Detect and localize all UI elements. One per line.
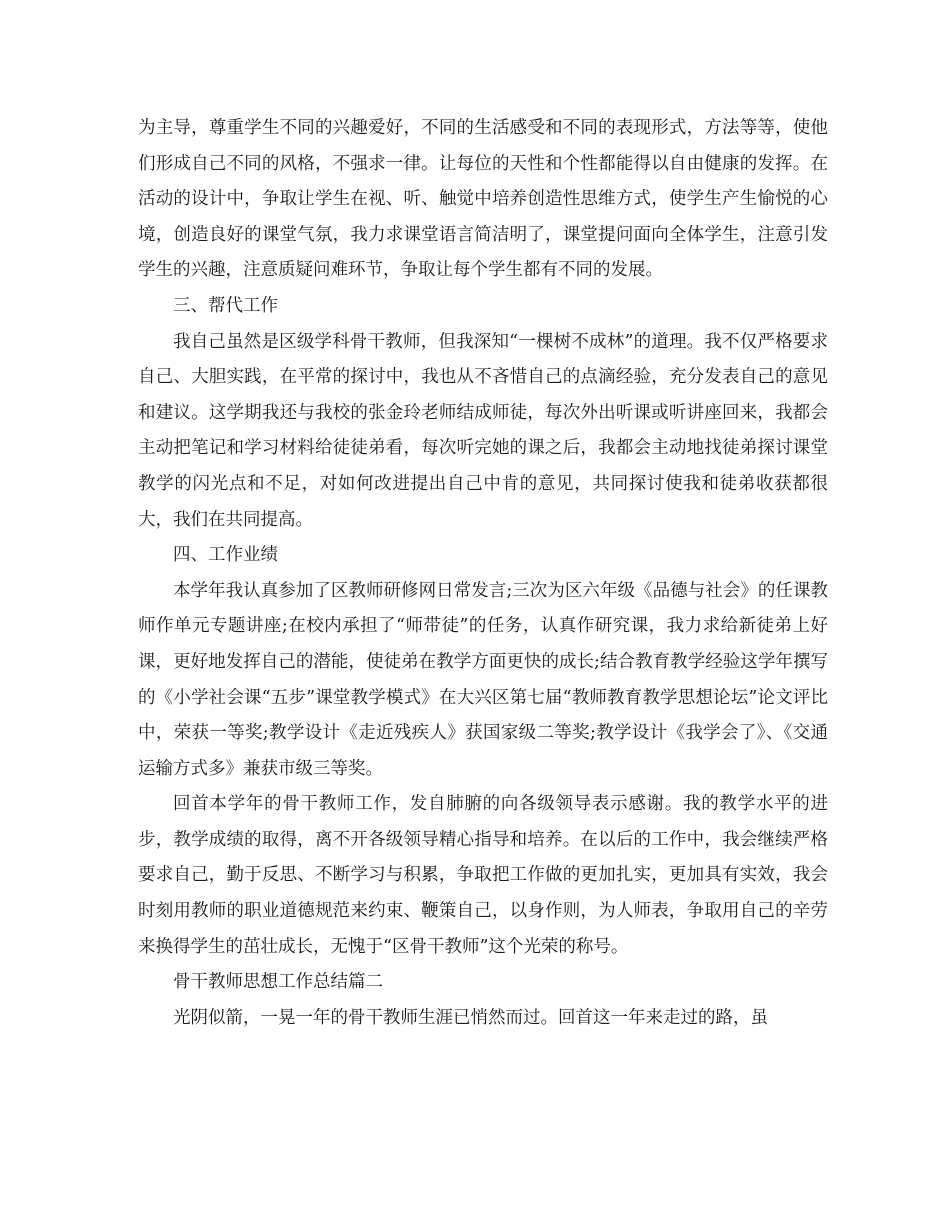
section-heading-mentoring: 三、帮代工作 [173,295,278,316]
document-body [138,111,828,1036]
paragraph-review: 回首本学年的骨干教师工作，发自肺腑的向各级领导表示感谢。我的教学水平的进步，教学成绩的取得，离不开各级领导精心指导和培养。在以后的工作中，我会继续严格要求自己，勤于反思、不断学习与积累，争取把工作做的更加扎实，更加具有实效，我会时刻用教师的职业道德规范来约束、鞭策自己，以身作则，为人师表，争取用自己的辛劳来换得学生的茁壮成长，无愧于“区骨干教师”这个光荣的称号。 [138,794,828,957]
paragraph-achievements: 本学年我认真参加了区教师研修网日常发言;三次为区六年级《品德与社会》的任课教师作单元专题讲座;在校内承担了“师带徒”的任务，认真作研究课，我力求给新徒弟上好课，更好地发挥自己的潜能，使徒弟在教学方面更快的成长;结合教育教学经验这学年撰写的《小学社会课“五步”课堂教学模式》在大兴区第七届“教师教育教学思想论坛”论文评比中，荣获一等奖;教学设计《走近残疾人》获国家级二等奖;教学设计《我学会了》、《交通运输方式多》兼获市级三等奖。 [138,580,828,779]
section-heading-achievements: 四、工作业绩 [173,545,278,566]
article-title-part-two: 骨干教师思想工作总结篇二 [173,972,383,993]
paragraph-mentoring: 我自己虽然是区级学科骨干教师，但我深知“一棵树不成林”的道理。我不仅严格要求自己、大胆实践，在平常的探讨中，我也从不吝惜自己的点滴经验，充分发表自己的意见和建议。这学期我还与我校的张金玲老师结成师徒，每次外出听课或听讲座回来，我都会主动把笔记和学习材料给徒徒弟看，每次听完她的课之后，我都会主动地找徒弟探讨课堂教学的闪光点和不足，对如何改进提出自己中肯的意见，共同探讨使我和徒弟收获都很大，我们在共同提高。 [138,331,828,530]
paragraph-part-two-intro: 光阴似箭，一晃一年的骨干教师生涯已悄然而过。回首这一年来走过的路，虽 [173,1007,768,1028]
paragraph-continuation: 为主导，尊重学生不同的兴趣爱好，不同的生活感受和不同的表现形式，方法等等，使他们形成自己不同的风格，不强求一律。让每位的天性和个性都能得以自由健康的发挥。在活动的设计中，争取让学生在视、听、触觉中培养创造性思维方式，使学生产生愉悦的心境，创造良好的课堂气氛，我力求课堂语言简洁明了，课堂提问面向全体学生，注意引发学生的兴趣，注意质疑问难环节，争取让每个学生都有不同的发展。 [138,118,828,281]
